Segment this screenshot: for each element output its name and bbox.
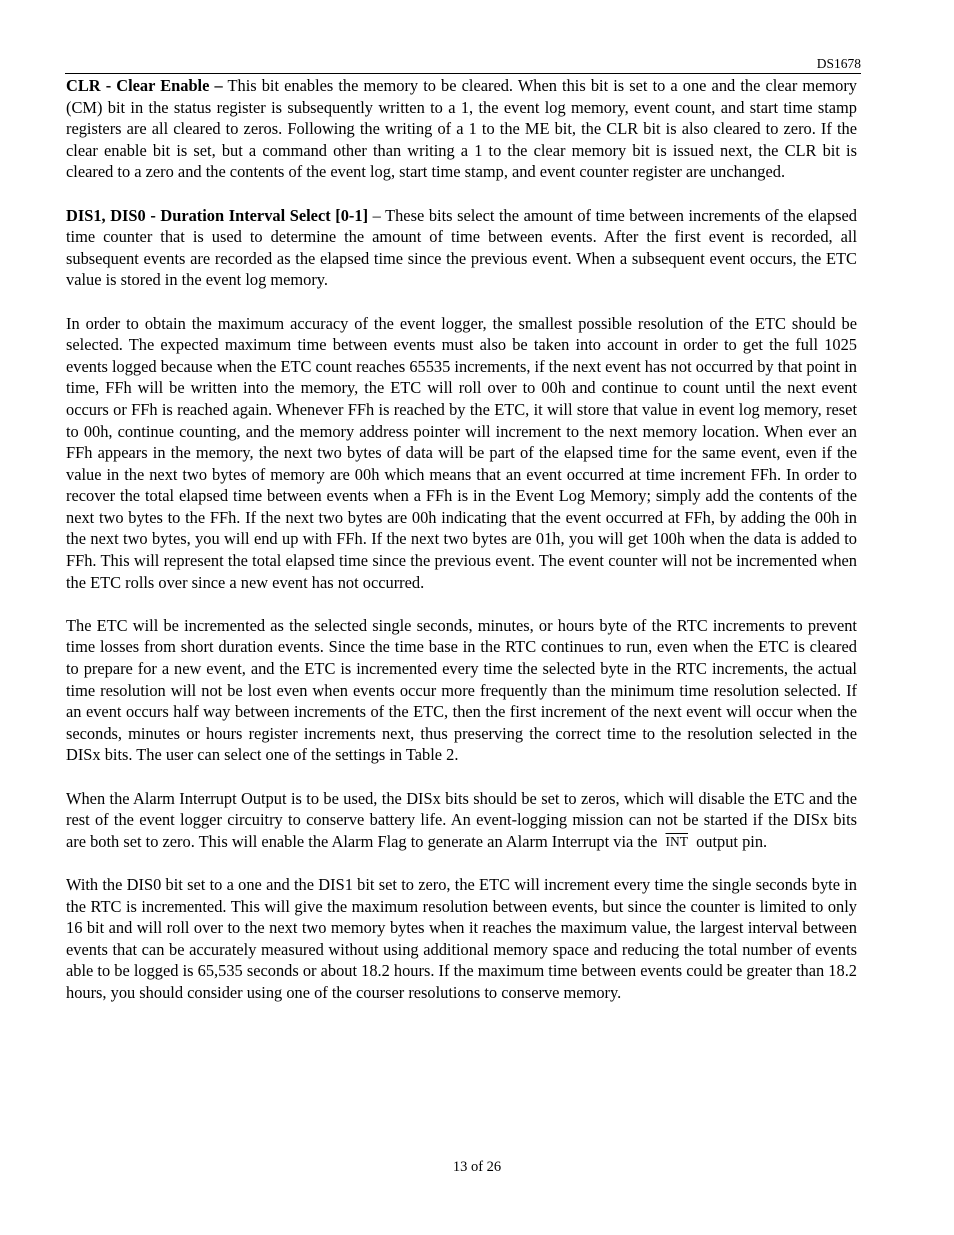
alarm-text-before: When the Alarm Interrupt Output is to be used, the DISx bits should be set to zeros, which will disable the ETC and the rest of the event logger circuitry to conserve battery life. An event-logging mission can not be started if the DISx bits are both set to zero. This will enable the Alarm Flag to generate an Alarm Interrupt via the xyxy=(66,788,857,851)
paragraph-etc: The ETC will be incremented as the selected single seconds, minutes, or hours byte of the RTC increments to prevent time losses from short duration events. Since the time base in the RTC continues to run, even when the ETC is cleared to prepare for a new event, and the ETC is incremented every time the selected byte in the RTC increments, the actual time resolution will not be lost even when events occur more frequently than the minimum time resolution selected. If an event occurs half way between increments of the ETC, then the first increment of the next event will occur when the seconds, minutes or hours register increments next, thus preserving the correct time to the resolution selected in the DISx bits. The user can select one of the settings in Table 2. xyxy=(66,615,857,765)
paragraph-accuracy: In order to obtain the maximum accuracy of the event logger, the smallest possible resolution of the ETC should be selected. The expected maximum time between events must also be taken into account in order to get the full 1025 events logged because when the ETC count reaches 65535 increments, if the next event has not occurred by that point in time, FFh will be written into the memory, the ETC will roll over to 00h and continue to count until the next event occurs or FFh is reached again. Whenever FFh is reached by the ETC, it will store that value in event log memory, reset to 00h, continue counting, and the memory address pointer will increment to the next memory location. When ever an FFh appears in the memory, the next two bytes of data will be part of the elapsed time for the same event, even if the value in the next two bytes of memory are 00h which means that an event occurred at time increment FFh. In order to recover the total elapsed time between events when a FFh is in the Event Log Memory; simply add the contents of the next two bytes to the FFh. If the next two bytes are 00h indicating that the event occurred at FFh, by adding the 00h in the next two bytes, you will end up with FFh. If the next two bytes are 01h, you will get 100h when the data is added to FFh. This will represent the total elapsed time since the previous event. The event counter will not be incremented when the ETC rolls over since a new event has not occurred. xyxy=(66,313,857,592)
clr-term: CLR - Clear Enable – xyxy=(66,76,223,95)
page-number: 13 of 26 xyxy=(452,1159,502,1175)
alarm-text-after: output pin. xyxy=(692,831,768,851)
document-id: DS1678 xyxy=(816,56,861,71)
paragraph-dis0: With the DIS0 bit set to a one and the DIS1 bit set to zero, the ETC will increment every time the single seconds byte in the RTC is incremented. This will give the maximum resolution between events, but since the counter is limited to only 16 bit and will roll over to the next two memory bytes when it reaches the maximum value, the largest interval between events that can be accurately measured without using additional memory space and reducing the total number of events able to be logged is 65,535 seconds or about 18.2 hours. If the maximum time between events could be greater than 18.2 hours, you should consider using one of the courser resolutions to conserve memory. xyxy=(66,874,857,1002)
dis-term: DIS1, DIS0 - Duration Interval Select [0-1] xyxy=(66,205,369,225)
clr-text: This bit enables the memory to be cleared. When this bit is set to a one and the clear memory (CM) bit in the status register is subsequently written to a 1, the event log memory, event count, and start time stamp registers are all cleared to zeros. Following the writing of a 1 to the ME bit, the CLR bit is also cleared to zero. If the clear enable bit is set, but a command other than writing a 1 to the clear memory bit is issued next, the CLR bit is cleared to a zero and the contents of the event log, start time stamp, and event counter register are unchanged. xyxy=(66,76,857,182)
header-rule xyxy=(65,73,861,74)
paragraph-dis xyxy=(66,205,857,291)
dis-text: – These bits select the amount of time between increments of the elapsed time counter that is used to determine the amount of time between events. After the first event is recorded, all subsequent events are recorded as the elapsed time since the previous event. When a subsequent event occurs, the ETC value is stored in the event log memory. xyxy=(66,205,857,290)
int-pin-label: $\overline{INT}$ xyxy=(665,833,688,849)
paragraph-clr xyxy=(66,75,857,183)
document-body xyxy=(66,75,857,1004)
paragraph-alarm xyxy=(66,788,857,853)
